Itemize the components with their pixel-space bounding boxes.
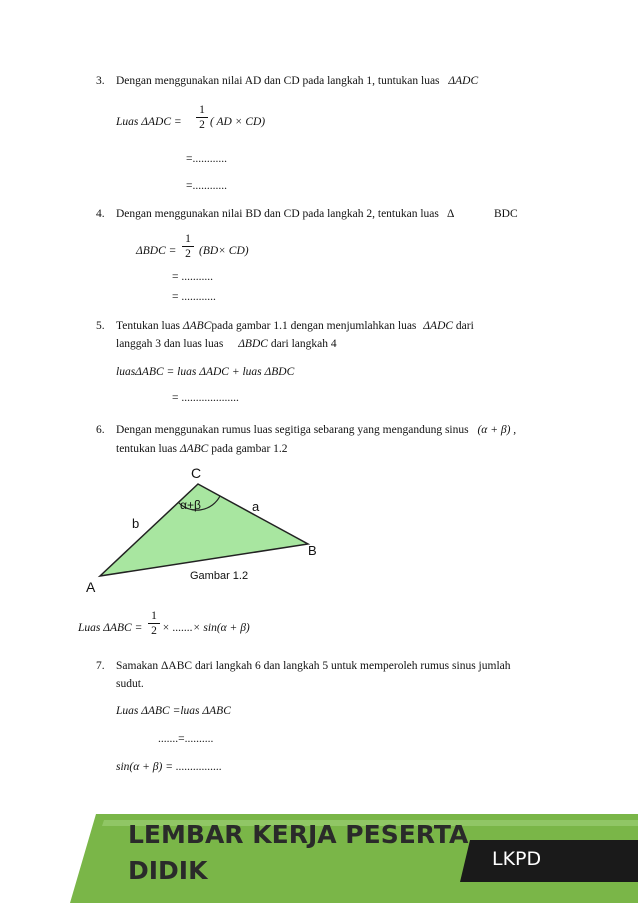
item-4-formula-lhs: ΔBDC = bbox=[136, 245, 177, 257]
item-3-formula-lhs bbox=[116, 116, 182, 128]
item-6-line-a bbox=[116, 424, 516, 436]
item-3-text-body: Dengan menggunakan nilai AD dan CD pada langkah 1, tuntukan luas bbox=[116, 75, 440, 87]
item-7-number: 7. bbox=[96, 660, 105, 672]
item-3-denominator: 2 bbox=[199, 119, 205, 131]
item-3-fraction bbox=[196, 104, 208, 131]
footer-badge-background bbox=[460, 840, 638, 882]
vertex-b-label: B bbox=[308, 543, 317, 558]
item-3-lhs: Luas ΔADC = bbox=[116, 116, 182, 128]
luas-formula-denominator: 2 bbox=[151, 625, 157, 637]
item-4-triangle-text: BDC bbox=[494, 208, 518, 220]
side-a-label: a bbox=[252, 499, 260, 514]
vertex-c-label: C bbox=[191, 465, 202, 481]
item-5-line-a-part-1: Tentukan luas bbox=[116, 320, 181, 332]
figure-caption: Gambar 1.2 bbox=[190, 570, 249, 582]
item-3-triangle: ΔADC bbox=[448, 75, 479, 87]
vertex-a-label: A bbox=[86, 579, 96, 595]
item-7-line-b: sudut. bbox=[116, 678, 144, 690]
item-5-line-b-part-1: langgah 3 dan luas luas bbox=[116, 338, 224, 350]
item-4-line-2: = ............ bbox=[172, 291, 216, 303]
item-5-formula: luasΔABC = luas ΔADC + luas ΔBDC bbox=[116, 366, 295, 378]
item-6-line-a-text: Dengan menggunakan rumus luas segitiga sebarang yang mengandung sinus bbox=[116, 424, 469, 436]
item-5-line-a-part-3: dari bbox=[455, 320, 474, 332]
footer-title-line-1: LEMBAR KERJA PESERTA bbox=[128, 820, 469, 849]
luas-formula-fraction bbox=[148, 610, 160, 637]
item-3-line-1: =............ bbox=[186, 153, 227, 165]
item-5-line-a bbox=[116, 320, 474, 332]
item-5-line-b bbox=[116, 338, 337, 350]
item-4-text: Dengan menggunakan nilai BD dan CD pada langkah 2, tentukan luas bbox=[116, 208, 439, 220]
item-5-result: = .................... bbox=[172, 392, 239, 404]
item-3-number: 3. bbox=[96, 75, 105, 87]
triangle-figure bbox=[80, 462, 340, 596]
item-6-number: 6. bbox=[96, 424, 105, 436]
luas-formula-numerator: 1 bbox=[151, 610, 157, 622]
item-3-numerator: 1 bbox=[199, 104, 205, 116]
item-5-line-b-triangle: ΔBDC bbox=[238, 338, 268, 350]
footer-shapes bbox=[0, 800, 638, 903]
luas-formula-rhs: × .......× sin(α + β) bbox=[162, 622, 250, 634]
item-7-eq-2: .......=.......... bbox=[158, 733, 214, 745]
item-5-line-b-part-2: dari langkah 4 bbox=[270, 338, 337, 350]
item-4-number: 4. bbox=[96, 208, 105, 220]
footer-title-line-2: DIDIK bbox=[128, 856, 208, 885]
item-4-denominator: 2 bbox=[185, 248, 191, 260]
item-3-formula-rhs: ( AD × CD) bbox=[210, 116, 266, 128]
angle-label: α+β bbox=[180, 498, 201, 512]
item-5-line-a-triangle-1: ΔABC bbox=[182, 320, 212, 332]
item-5-number: 5. bbox=[96, 320, 105, 332]
luas-formula-lhs: Luas ΔABC = bbox=[78, 622, 143, 634]
item-6-line-b-triangle: ΔABC bbox=[179, 443, 209, 455]
item-4-formula-rhs: (BD× CD) bbox=[199, 245, 249, 257]
item-7-eq-3: sin(α + β) = ................ bbox=[116, 761, 222, 773]
item-4-fraction bbox=[182, 233, 194, 260]
item-7-line-a: Samakan ΔABC dari langkah 6 dan langkah 5 untuk memperoleh rumus sinus jumlah bbox=[116, 660, 511, 672]
item-5-line-a-part-2: pada gambar 1.1 dengan menjumlahkan luas bbox=[211, 320, 417, 332]
item-4-triangle-symbol: Δ bbox=[447, 208, 455, 220]
item-6-line-b-part-2: pada gambar 1.2 bbox=[211, 443, 288, 455]
footer-banner bbox=[0, 800, 638, 903]
item-5-line-a-triangle-2: ΔADC bbox=[423, 320, 454, 332]
item-6-line-b bbox=[116, 443, 288, 455]
item-4-line-1: = ........... bbox=[172, 271, 213, 283]
item-3-line-2: =............ bbox=[186, 180, 227, 192]
item-6-line-a-expression: (α + β) , bbox=[477, 424, 517, 436]
item-4-numerator: 1 bbox=[185, 233, 191, 245]
item-7-eq-1: Luas ΔABC =luas ΔABC bbox=[116, 705, 231, 717]
side-b-label: b bbox=[132, 516, 140, 531]
item-3-text bbox=[116, 75, 478, 87]
footer-badge-label: LKPD bbox=[492, 848, 542, 870]
item-6-line-b-part-1: tentukan luas bbox=[116, 443, 177, 455]
